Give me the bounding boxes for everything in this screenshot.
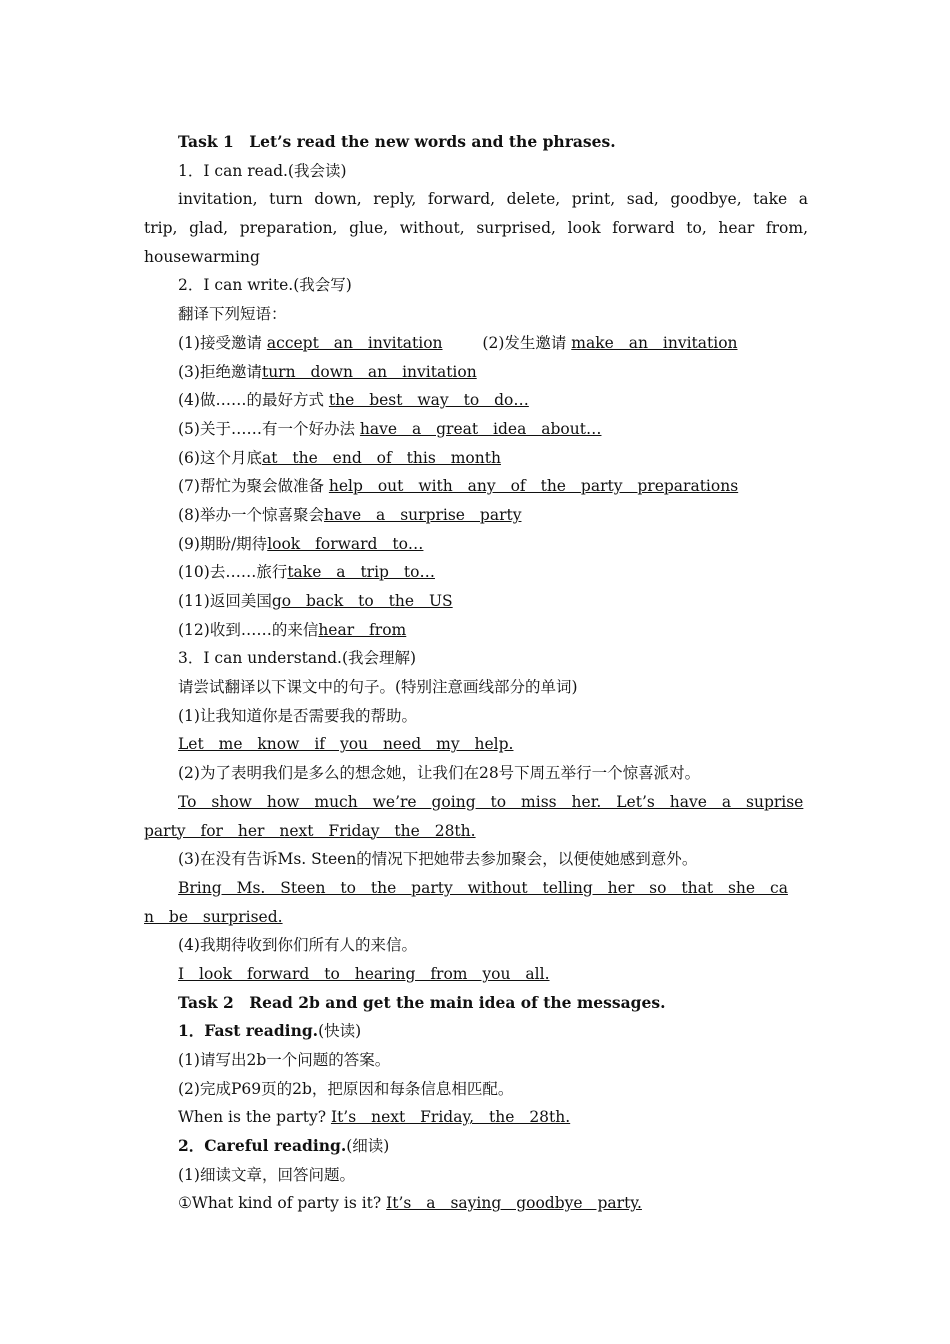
fast-reading-q1: (1)请写出2b一个问题的答案。 xyxy=(178,1051,391,1069)
phrase-row xyxy=(144,358,808,387)
phrase-row xyxy=(144,501,808,530)
understand-heading: 3．I can understand.(我会理解) xyxy=(178,649,417,668)
phrase-answer: have a surprise party xyxy=(323,505,522,524)
phrase-answer: the best way to do… xyxy=(328,391,529,410)
phrase-answer: look forward to… xyxy=(267,534,424,553)
phrase-answer: take a trip to… xyxy=(287,563,435,582)
phrase-answer: accept an invitation xyxy=(266,333,443,352)
phrase-label: (5)关于……有一个好办法 xyxy=(178,419,360,438)
phrase-label: (11)返回美国 xyxy=(178,592,272,610)
task1-title: Task 1 Let’s read the new words and the phrases. xyxy=(178,132,616,151)
sentence-2-chinese: (2)为了表明我们是多么的想念她，让我们在28号下周五举行一个惊喜派对。 xyxy=(178,764,701,783)
sentence-3-answer-line-1: Bring Ms. Steen to the party without telling her so that she ca xyxy=(178,878,788,897)
read-heading: 1．I can read.(我会读) xyxy=(178,161,347,180)
phrase-label: (6)这个月底 xyxy=(178,448,262,467)
careful-reading-qa: ①What kind of party is it? It’s a saying goodbye party. xyxy=(178,1194,642,1213)
sentence-3-chinese: (3)在没有告诉Ms. Steen的情况下把她带去参加聚会，以便使她感到意外。 xyxy=(178,850,698,869)
sentence-3-answer-line-2: n be surprised. xyxy=(144,907,283,926)
phrase-row xyxy=(144,444,808,473)
sentence-2-answer-line-1: To show how much we’re going to miss her. Let’s have a suprise xyxy=(178,792,804,811)
worksheet-content xyxy=(144,128,808,1218)
phrase-answer: go back to the US xyxy=(271,592,453,610)
careful-reading-heading: 2．Careful reading.(细读) xyxy=(178,1136,390,1156)
understand-instruction: 请尝试翻译以下课文中的句子。(特别注意画线部分的单词) xyxy=(178,678,578,697)
write-heading: 2．I can write.(我会写) xyxy=(178,276,352,295)
phrase-label: (1)接受邀请 xyxy=(178,333,267,352)
word-list-line-3: housewarming xyxy=(144,247,260,266)
phrase-label: (4)做……的最好方式 xyxy=(178,391,329,410)
phrase-row xyxy=(144,386,808,415)
sentence-4-chinese: (4)我期待收到你们所有人的来信。 xyxy=(178,936,417,955)
phrase-row xyxy=(144,530,808,559)
write-instruction: 翻译下列短语： xyxy=(178,305,287,324)
sentence-4-answer: I look forward to hearing from you all. xyxy=(178,964,550,983)
phrase-row xyxy=(144,558,808,587)
phrase-label: (7)帮忙为聚会做准备 xyxy=(178,477,329,496)
phrase-label: (2)发生邀请 xyxy=(482,333,572,352)
phrase-label: (3)拒绝邀请 xyxy=(178,362,262,381)
phrase-label: (10)去……旅行 xyxy=(178,563,288,582)
fast-reading-heading: 1．Fast reading.(快读) xyxy=(178,1021,362,1041)
sentence-1-answer: Let me know if you need my help. xyxy=(178,735,514,754)
phrase-row xyxy=(144,415,808,444)
phrase-answer: turn down an invitation xyxy=(261,362,477,381)
phrase-answer: help out with any of the party preparations xyxy=(328,477,739,496)
phrase-label: (12)收到……的来信 xyxy=(178,620,319,639)
task2-title: Task 2 Read 2b and get the main idea of the messages. xyxy=(178,992,666,1012)
word-list-line-1: invitation, turn down, reply, forward, delete, print, sad, goodbye, take a xyxy=(178,190,808,209)
phrase-row-1-2 xyxy=(144,329,808,358)
phrase-label: (8)举办一个惊喜聚会 xyxy=(178,505,324,524)
sentence-1-chinese: (1)让我知道你是否需要我的帮助。 xyxy=(178,706,417,725)
phrase-answer: have a great idea about… xyxy=(359,419,602,438)
phrase-row xyxy=(144,587,808,616)
fast-reading-qa: When is the party? It’s next Friday, the 28th. xyxy=(178,1108,571,1127)
phrase-answer: make an invitation xyxy=(571,333,738,352)
careful-reading-instruction: (1)细读文章，回答问题。 xyxy=(178,1165,355,1184)
sentence-2-answer-line-2: party for her next Friday the 28th. xyxy=(144,821,476,840)
fast-reading-q2: (2)完成P69页的2b，把原因和每条信息相匹配。 xyxy=(178,1079,514,1098)
phrase-answer: hear from xyxy=(318,620,407,639)
phrase-label: (9)期盼/期待 xyxy=(178,534,268,553)
phrase-row xyxy=(144,472,808,501)
phrase-answer: at the end of this month xyxy=(261,448,501,467)
word-list-line-2: trip, glad, preparation, glue, without, surprised, look forward to, hear from, xyxy=(144,219,808,238)
phrase-row xyxy=(144,616,808,645)
